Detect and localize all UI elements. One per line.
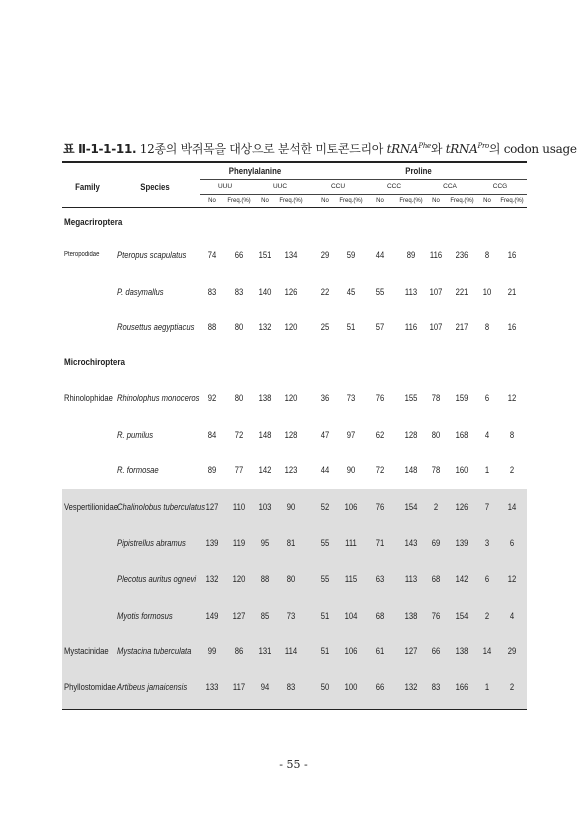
value-cell: 127 (404, 646, 418, 656)
species-header: Species (140, 182, 170, 193)
value-cell: 16 (507, 322, 517, 332)
codon-uuc: UUC (272, 183, 288, 190)
freq-subheader: Freq.(%) (500, 198, 524, 204)
value-cell: 151 (258, 250, 272, 260)
value-cell: 117 (232, 682, 246, 692)
value-cell: 83 (234, 287, 244, 297)
value-cell: 2 (433, 502, 439, 512)
value-cell: 6 (509, 538, 515, 548)
value-cell: 80 (431, 430, 441, 440)
species-cell: P. dasymallus (117, 287, 164, 297)
value-cell: 138 (404, 611, 418, 621)
value-cell: 71 (375, 538, 385, 548)
value-cell: 217 (455, 322, 469, 332)
value-cell: 166 (455, 682, 469, 692)
value-cell: 73 (346, 393, 356, 403)
value-cell: 83 (286, 682, 296, 692)
value-cell: 22 (320, 287, 330, 297)
value-cell: 21 (507, 287, 517, 297)
codon-divider (200, 194, 527, 195)
value-cell: 51 (320, 646, 330, 656)
value-cell: 127 (232, 611, 246, 621)
value-cell: 128 (404, 430, 418, 440)
species-cell: Rousettus aegyptiacus (117, 322, 195, 332)
value-cell: 85 (260, 611, 270, 621)
value-cell: 73 (286, 611, 296, 621)
value-cell: 6 (484, 393, 490, 403)
value-cell: 1 (484, 465, 490, 475)
no-subheader: No (483, 198, 491, 204)
freq-subheader: Freq.(%) (399, 198, 423, 204)
value-cell: 221 (455, 287, 469, 297)
value-cell: 36 (320, 393, 330, 403)
species-cell: Pteropus scapulatus (117, 250, 187, 260)
value-cell: 4 (484, 430, 490, 440)
freq-subheader: Freq.(%) (450, 198, 474, 204)
page-number: - 55 - (279, 758, 308, 771)
value-cell: 8 (484, 250, 490, 260)
value-cell: 63 (375, 574, 385, 584)
value-cell: 89 (207, 465, 217, 475)
table-caption (63, 140, 577, 157)
value-cell: 90 (346, 465, 356, 475)
value-cell: 66 (431, 646, 441, 656)
value-cell: 55 (320, 538, 330, 548)
value-cell: 111 (345, 538, 357, 548)
value-cell: 80 (234, 393, 244, 403)
no-subheader: No (208, 198, 216, 204)
value-cell: 66 (234, 250, 244, 260)
value-cell: 100 (344, 682, 358, 692)
header-bottom-rule (62, 207, 527, 208)
value-cell: 131 (258, 646, 272, 656)
value-cell: 12 (507, 574, 517, 584)
value-cell: 106 (344, 646, 358, 656)
value-cell: 47 (320, 430, 330, 440)
value-cell: 68 (431, 574, 441, 584)
value-cell: 154 (455, 611, 469, 621)
group-megachiroptera: Megacriroptera (64, 217, 123, 228)
value-cell: 138 (455, 646, 469, 656)
value-cell: 97 (346, 430, 356, 440)
no-subheader: No (432, 198, 440, 204)
family-cell: Pteropodidae (64, 251, 100, 258)
value-cell: 99 (207, 646, 217, 656)
value-cell: 148 (258, 430, 272, 440)
value-cell: 142 (455, 574, 469, 584)
codon-ccu: CCU (330, 183, 346, 190)
value-cell: 4 (509, 611, 515, 621)
value-cell: 8 (509, 430, 515, 440)
value-cell: 44 (375, 250, 385, 260)
value-cell: 2 (509, 682, 515, 692)
codon-ccg: CCG (492, 183, 508, 190)
value-cell: 45 (346, 287, 356, 297)
shaded-block (62, 489, 527, 709)
value-cell: 76 (375, 393, 385, 403)
value-cell: 113 (404, 574, 418, 584)
value-cell: 10 (482, 287, 492, 297)
freq-subheader: Freq.(%) (279, 198, 303, 204)
value-cell: 134 (284, 250, 298, 260)
value-cell: 139 (205, 538, 219, 548)
family-cell: Phyllostomidae (64, 682, 116, 692)
species-cell: Rhinolophus monoceros (117, 393, 200, 403)
value-cell: 74 (207, 250, 217, 260)
value-cell: 83 (207, 287, 217, 297)
family-cell: Vespertilionidae (64, 502, 119, 512)
value-cell: 77 (234, 465, 244, 475)
value-cell: 140 (258, 287, 272, 297)
codon-cca: CCA (443, 183, 457, 190)
value-cell: 8 (484, 322, 490, 332)
no-subheader: No (376, 198, 384, 204)
value-cell: 104 (344, 611, 358, 621)
value-cell: 92 (207, 393, 217, 403)
bottom-rule (62, 709, 527, 710)
value-cell: 55 (375, 287, 385, 297)
no-subheader: No (261, 198, 269, 204)
value-cell: 236 (455, 250, 469, 260)
value-cell: 88 (207, 322, 217, 332)
value-cell: 68 (375, 611, 385, 621)
freq-subheader: Freq.(%) (227, 198, 251, 204)
value-cell: 50 (320, 682, 330, 692)
value-cell: 52 (320, 502, 330, 512)
value-cell: 120 (232, 574, 246, 584)
species-cell: Mystacina tuberculata (117, 646, 192, 656)
value-cell: 6 (484, 574, 490, 584)
value-cell: 72 (234, 430, 244, 440)
trna-pro-sup: Pro (477, 142, 489, 150)
value-cell: 119 (232, 538, 246, 548)
family-header: Family (75, 182, 100, 193)
family-cell: Rhinolophidae (64, 393, 113, 403)
value-cell: 154 (404, 502, 418, 512)
value-cell: 132 (258, 322, 272, 332)
value-cell: 127 (205, 502, 219, 512)
species-cell: Artibeus jamaicensis (117, 682, 188, 692)
species-cell: R. pumilus (117, 430, 154, 440)
value-cell: 142 (258, 465, 272, 475)
value-cell: 143 (404, 538, 418, 548)
value-cell: 107 (429, 287, 443, 297)
value-cell: 138 (258, 393, 272, 403)
value-cell: 155 (404, 393, 418, 403)
value-cell: 114 (284, 646, 298, 656)
value-cell: 76 (431, 611, 441, 621)
value-cell: 149 (205, 611, 219, 621)
value-cell: 72 (375, 465, 385, 475)
value-cell: 44 (320, 465, 330, 475)
value-cell: 2 (509, 465, 515, 475)
value-cell: 107 (429, 322, 443, 332)
value-cell: 132 (205, 574, 219, 584)
value-cell: 25 (320, 322, 330, 332)
value-cell: 69 (431, 538, 441, 548)
codon-uuu: UUU (217, 183, 233, 190)
value-cell: 103 (258, 502, 272, 512)
value-cell: 168 (455, 430, 469, 440)
value-cell: 66 (375, 682, 385, 692)
value-cell: 88 (260, 574, 270, 584)
value-cell: 81 (286, 538, 296, 548)
group-microchiroptera: Microchiroptera (64, 357, 126, 368)
table-number: 표 Ⅱ-1-1-11. (63, 142, 137, 156)
species-cell: Chalinolobus tuberculatus (117, 502, 206, 512)
phenylalanine-header: Phenylalanine (228, 166, 282, 177)
value-cell: 14 (507, 502, 517, 512)
value-cell: 86 (234, 646, 244, 656)
value-cell: 61 (375, 646, 385, 656)
value-cell: 160 (455, 465, 469, 475)
value-cell: 116 (429, 250, 443, 260)
caption-conj: 와 (430, 142, 446, 156)
value-cell: 115 (344, 574, 358, 584)
value-cell: 78 (431, 465, 441, 475)
species-cell: Pipistrellus abramus (117, 538, 186, 548)
value-cell: 128 (284, 430, 298, 440)
value-cell: 14 (482, 646, 492, 656)
value-cell: 29 (320, 250, 330, 260)
trna-pro: tRNA (445, 142, 478, 156)
value-cell: 126 (455, 502, 469, 512)
value-cell: 106 (344, 502, 358, 512)
value-cell: 148 (404, 465, 418, 475)
value-cell: 120 (284, 322, 298, 332)
value-cell: 51 (320, 611, 330, 621)
value-cell: 3 (484, 538, 490, 548)
header-divider (200, 179, 527, 180)
value-cell: 139 (455, 538, 469, 548)
value-cell: 123 (284, 465, 298, 475)
species-cell: Myotis formosus (117, 611, 173, 621)
value-cell: 126 (284, 287, 298, 297)
species-cell: R. formosae (117, 465, 159, 475)
value-cell: 113 (404, 287, 418, 297)
value-cell: 57 (375, 322, 385, 332)
value-cell: 2 (484, 611, 490, 621)
value-cell: 76 (375, 502, 385, 512)
value-cell: 83 (431, 682, 441, 692)
top-rule (62, 161, 527, 163)
value-cell: 29 (507, 646, 517, 656)
value-cell: 7 (484, 502, 490, 512)
family-cell: Mystacinidae (64, 646, 109, 656)
value-cell: 80 (234, 322, 244, 332)
caption-text-b: 의 codon usage (488, 142, 577, 156)
species-cell: Plecotus auritus ognevi (117, 574, 197, 584)
value-cell: 16 (507, 250, 517, 260)
value-cell: 120 (284, 393, 298, 403)
value-cell: 159 (455, 393, 469, 403)
value-cell: 110 (232, 502, 246, 512)
value-cell: 116 (404, 322, 418, 332)
proline-header: Proline (405, 166, 432, 177)
value-cell: 55 (320, 574, 330, 584)
trna-phe-sup: Phe (418, 142, 431, 150)
value-cell: 59 (346, 250, 356, 260)
value-cell: 51 (346, 322, 356, 332)
value-cell: 84 (207, 430, 217, 440)
codon-ccc: CCC (386, 183, 402, 190)
freq-subheader: Freq.(%) (339, 198, 363, 204)
no-subheader: No (321, 198, 329, 204)
value-cell: 78 (431, 393, 441, 403)
value-cell: 132 (404, 682, 418, 692)
value-cell: 94 (260, 682, 270, 692)
value-cell: 95 (260, 538, 270, 548)
value-cell: 90 (286, 502, 296, 512)
value-cell: 62 (375, 430, 385, 440)
value-cell: 133 (205, 682, 219, 692)
value-cell: 80 (286, 574, 296, 584)
value-cell: 1 (484, 682, 490, 692)
caption-text-a: 12종의 박쥐목을 대상으로 분석한 미토콘드리아 (139, 142, 387, 156)
value-cell: 12 (507, 393, 517, 403)
trna-phe: tRNA (386, 142, 419, 156)
value-cell: 89 (406, 250, 416, 260)
